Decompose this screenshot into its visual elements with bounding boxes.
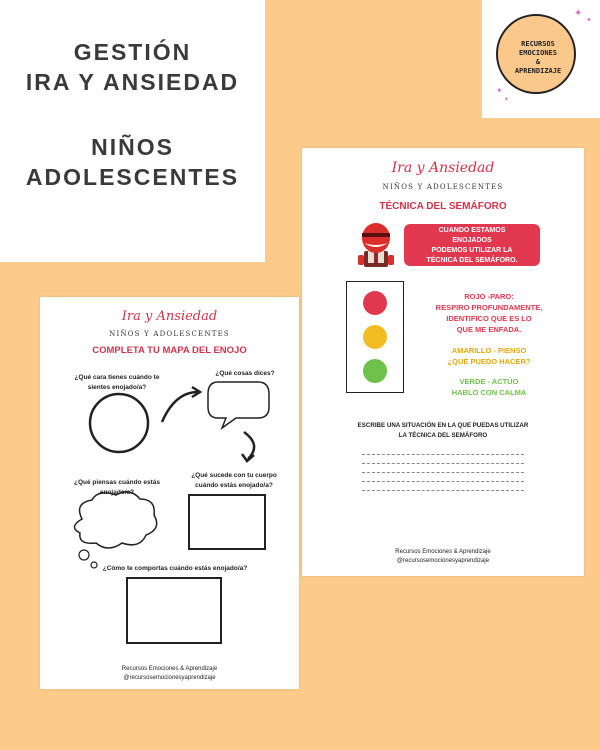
face-circle[interactable]	[90, 394, 148, 452]
cover-title-line: NIÑOS	[91, 134, 174, 160]
banner-line: CUANDO ESTAMOS	[438, 227, 506, 234]
instruction-line: IDENTIFICO QUE ES LO	[446, 314, 532, 323]
worksheet-semaforo	[302, 148, 584, 576]
logo-line: &	[535, 58, 541, 66]
question-line: ¿Qué piensas cuándo estás	[74, 479, 160, 486]
body-answer-box[interactable]	[188, 494, 266, 550]
writing-line[interactable]	[362, 472, 524, 473]
logo-text	[498, 40, 578, 76]
green-light-icon	[363, 359, 387, 383]
instruction-line: AMARILLO - PIENSO	[451, 346, 527, 355]
thought-cloud-icon[interactable]	[74, 492, 156, 548]
banner-line: ENOJADOS	[452, 237, 492, 244]
footer-line: Recursos Emociones & Aprendizaje	[121, 666, 218, 672]
question-line: cuándo estás enojado/a?	[195, 482, 273, 489]
sheet-footer	[40, 665, 299, 683]
prompt-line: LA TÉCNICA DEL SEMÁFORO	[398, 432, 488, 439]
yellow-light-icon	[363, 325, 387, 349]
sheet-footer	[302, 548, 584, 566]
question-line: ¿Qué sucede con tu cuerpo	[191, 472, 277, 479]
question-say: ¿Qué cosas dices?	[215, 370, 275, 377]
question-think	[62, 478, 172, 498]
writing-line[interactable]	[362, 490, 524, 491]
logo-line: APRENDIZAJE	[514, 67, 562, 75]
writing-line[interactable]	[362, 481, 524, 482]
question-body	[174, 471, 294, 491]
sheet-subtitle: NIÑOS Y ADOLESCENTES	[382, 183, 504, 191]
cover-title-line: ADOLESCENTES	[25, 164, 240, 190]
sparkle-icon: ✦	[496, 86, 503, 95]
traffic-light	[346, 281, 404, 393]
cover-title-line: IRA Y ANSIEDAD	[25, 69, 240, 95]
info-banner	[404, 224, 540, 266]
writing-line[interactable]	[362, 463, 524, 464]
footer-line: Recursos Emociones & Aprendizaje	[395, 549, 491, 555]
red-instructions	[414, 291, 564, 335]
worksheet-mapa-enojo	[40, 297, 299, 689]
writing-prompt	[322, 421, 564, 441]
banner-line: PODEMOS UTILIZAR LA	[431, 247, 513, 254]
instruction-line: ¿QUÉ PUEDO HACER?	[447, 357, 531, 366]
brand-logo	[482, 0, 600, 118]
red-light-icon	[363, 291, 387, 315]
sheet-heading: COMPLETA TU MAPA DEL ENOJO	[92, 345, 247, 356]
footer-line: @recursosemocionesyaprendizaje	[396, 558, 490, 564]
sheet-heading: TÉCNICA DEL SEMÁFORO	[379, 201, 507, 212]
question-line: enojado/a?	[99, 489, 135, 496]
speech-bubble-icon[interactable]	[208, 382, 269, 428]
instruction-line: QUE ME ENFADA.	[456, 325, 522, 334]
green-instructions	[414, 376, 564, 398]
instruction-line: VERDE - ACTÚO	[459, 377, 519, 386]
logo-circle	[496, 14, 576, 94]
thought-dot-icon	[79, 550, 89, 560]
question-line: ¿Qué cara tienes cuándo te	[74, 374, 160, 381]
instruction-line: RESPIRO PROFUNDAMENTE,	[435, 303, 543, 312]
sheet-script-title: Ira y Ansiedad	[391, 160, 495, 176]
sparkle-icon: ✦	[504, 96, 510, 103]
question-behave: ¿Cómo te comportas cuándo estás enojado/a?	[102, 565, 248, 572]
yellow-instructions	[414, 345, 564, 367]
logo-line: RECURSOS	[521, 40, 555, 48]
anger-character-icon	[354, 221, 398, 269]
cover-title-line: GESTIÓN	[73, 39, 192, 65]
behave-answer-box[interactable]	[126, 577, 222, 644]
footer-line: @recursosemocionesyaprendizaje	[123, 675, 216, 681]
writing-line[interactable]	[362, 454, 524, 455]
sheet-subtitle: NIÑOS Y ADOLESCENTES	[109, 330, 230, 338]
logo-line: EMOCIONES	[519, 49, 557, 57]
instruction-line: ROJO -PARO:	[464, 292, 514, 301]
sparkle-icon: ✦	[574, 8, 583, 19]
banner-line: TÉCNICA DEL SEMÁFORO.	[426, 257, 518, 264]
prompt-line: ESCRIBE UNA SITUACIÓN EN LA QUE PUEDAS UTILIZAR	[357, 422, 529, 429]
question-line: sientes enojado/a?	[87, 384, 147, 391]
sparkle-icon: ✦	[586, 16, 592, 24]
instruction-line: HABLO CON CALMA	[451, 388, 527, 397]
sheet-script-title: Ira y Ansiedad	[121, 309, 218, 324]
